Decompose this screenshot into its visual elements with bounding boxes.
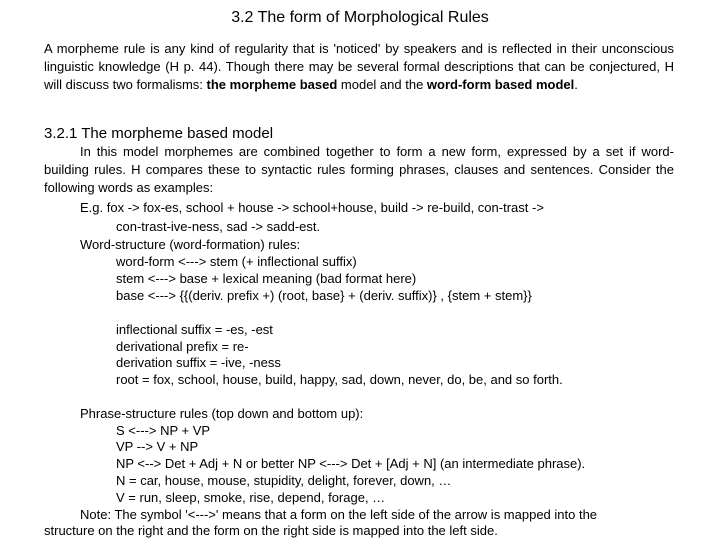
phrase-structure-rule: V = run, sleep, smoke, rise, depend, forage, … xyxy=(116,490,386,505)
note-line-1: Note: The symbol '<--->' means that a form on the left side of the arrow is mapped into the xyxy=(80,507,598,522)
morpheme-definition: derivation suffix = -ive, -ness xyxy=(116,355,281,370)
examples-line-1: E.g. fox -> fox-es, school + house -> school+house, build -> re-build, con-trast -> xyxy=(80,200,544,215)
page-title: 3.2 The form of Morphological Rules xyxy=(231,9,489,26)
morpheme-definition: root = fox, school, house, build, happy, sad, down, never, do, be, and so forth. xyxy=(116,372,563,387)
word-structure-rule: stem <---> base + lexical meaning (bad format here) xyxy=(116,271,417,286)
note-line-2: structure on the right and the form on the right side is mapped into the left side. xyxy=(44,523,498,538)
intro-paragraph xyxy=(44,40,674,94)
word-structure-heading: Word-structure (word-formation) rules: xyxy=(80,237,301,252)
word-structure-rule: word-form <---> stem (+ inflectional suffix) xyxy=(116,254,357,269)
phrase-structure-heading: Phrase-structure rules (top down and bottom up): xyxy=(80,406,364,421)
morpheme-definition: derivational prefix = re- xyxy=(116,339,249,354)
intro-text-end: . xyxy=(574,77,578,92)
section-paragraph: In this model morphemes are combined together to form a new form, expressed by a set if word-building rules. H compares these to syntactic rules forming phrases, clauses and sentences. Consider the following words as examples: xyxy=(44,144,674,195)
intro-bold-morpheme-based: the morpheme based xyxy=(206,77,338,92)
phrase-structure-rule: NP <--> Det + Adj + N or better NP <---> Det + [Adj + N] (an intermediate phrase). xyxy=(116,456,586,471)
intro-text-before: A morpheme rule is any kind of regularity that is 'noticed' by speakers and is reflected in their unconscious linguistic knowledge (H p. 44). Though there may be several formal descriptions that can be conjectured, H will discuss two formalisms: xyxy=(44,41,674,92)
intro-bold-word-form-based: word-form based model xyxy=(426,77,575,92)
phrase-structure-rule: S <---> NP + VP xyxy=(116,423,211,438)
section-heading: 3.2.1 The morpheme based model xyxy=(44,125,274,142)
intro-text-middle: model and the xyxy=(337,77,427,92)
phrase-structure-rule: VP --> V + NP xyxy=(116,439,199,454)
examples-line-2: con-trast-ive-ness, sad -> sadd-est. xyxy=(116,219,321,234)
word-structure-rule: base <---> {{(deriv. prefix +) (root, base} + (deriv. suffix)} , {stem + stem}} xyxy=(116,288,532,303)
phrase-structure-rule: N = car, house, mouse, stupidity, delight, forever, down, … xyxy=(116,473,452,488)
morpheme-definition: inflectional suffix = -es, -est xyxy=(116,322,273,337)
